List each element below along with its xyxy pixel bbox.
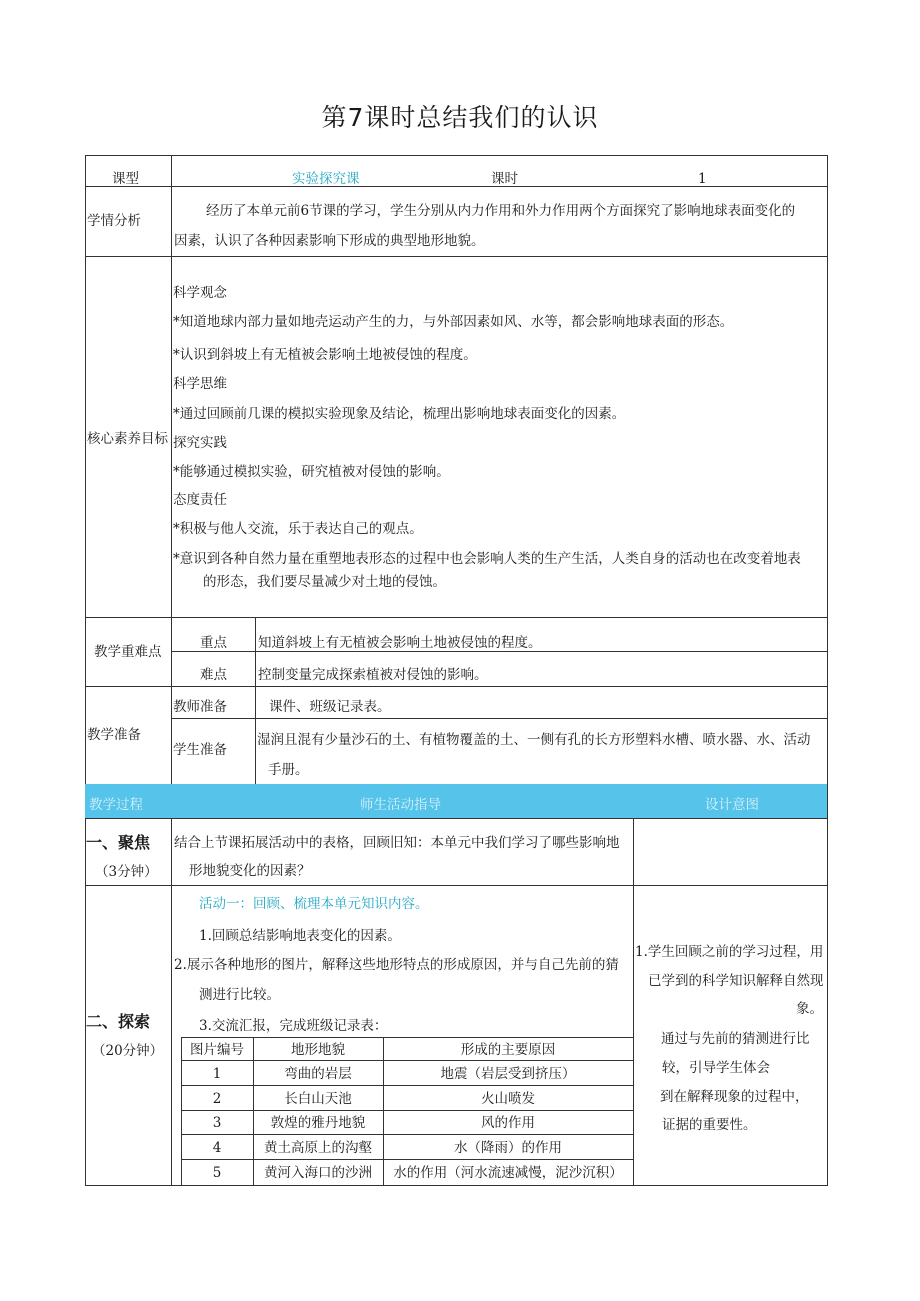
analysis-label: 学情分析: [87, 213, 141, 229]
type-value: 实验探究课: [292, 171, 360, 187]
type-label: 课型: [112, 171, 139, 187]
table-cell: 弯曲的岩层: [284, 1066, 352, 1082]
table-cell: 水（降雨）的作用: [454, 1140, 562, 1156]
core-line-1: *知道地球内部力量如地壳运动产生的力，与外部因素如风、水等，都会影响地球表面的形态。: [173, 314, 734, 330]
process-header-bar: [85, 784, 827, 818]
core-line-4: *能够通过模拟实验，研究植被对侵蚀的影响。: [173, 464, 450, 480]
student-prep-text-b: 手册。: [268, 762, 309, 778]
table-cell: 4: [212, 1140, 222, 1156]
table-cell: 3: [212, 1115, 222, 1131]
analysis-line-1: 经历了本单元前6节课的学习，学生分别从内力作用和外力作用两个方面探究了影响地球表面变化的: [206, 203, 796, 219]
intent-line-b: 已学到的科学知识解释自然现: [648, 973, 824, 989]
header-guidance: 师生活动指导: [360, 797, 441, 813]
table-cell: 黄河入海口的沙洲: [264, 1165, 372, 1181]
prep-label: 教学准备: [87, 727, 141, 743]
core-line-6b: 的形态，我们要尽量减少对土地的侵蚀。: [203, 574, 446, 590]
table-cell: 5: [212, 1165, 222, 1181]
core-line-2: *认识到斜坡上有无植被会影响土地被侵蚀的程度。: [173, 347, 477, 363]
period-value: 1: [698, 171, 707, 187]
student-prep-label: 学生准备: [173, 742, 227, 758]
explore-step-2a: 2.展示各种地形的图片，解释这些地形特点的形成原因，并与自己先前的猜: [174, 957, 619, 973]
focus-title: 一、聚焦: [86, 833, 151, 852]
page-title: 第7课时总结我们的认识: [321, 103, 599, 132]
header-process: 教学过程: [89, 797, 143, 813]
table-header-id: 图片编号: [190, 1042, 244, 1058]
table-cell: 火山喷发: [481, 1091, 535, 1107]
explore-step-3: 3.交流汇报，完成班级记录表：: [199, 1018, 388, 1034]
table-cell: 黄土高原上的沟壑: [264, 1140, 372, 1156]
focus-time: （3分钟）: [95, 864, 158, 880]
intent-line-f: 到在解释现象的过程中，: [660, 1089, 809, 1105]
explore-time: （20分钟）: [92, 1043, 164, 1059]
analysis-line-2: 因素，认识了各种因素影响下形成的典型地形地貌。: [174, 233, 485, 249]
table-cell: 长白山天池: [284, 1091, 352, 1107]
teacher-prep-label: 教师准备: [173, 699, 227, 715]
table-cell: 地震（岩层受到挤压）: [440, 1066, 576, 1082]
intent-line-g: 证据的重要性。: [662, 1117, 757, 1133]
explore-activity: 活动一：回顾、梳理本单元知识内容。: [199, 896, 429, 912]
intent-line-a: 1.学生回顾之前的学习过程，用: [635, 944, 824, 960]
intent-line-c: 象。: [796, 1001, 823, 1017]
key-label: 重点: [200, 635, 227, 651]
header-intent: 设计意图: [705, 797, 759, 813]
table-header-cause: 形成的主要原因: [460, 1042, 556, 1058]
core-line-3: *通过回顾前几课的模拟实验现象及结论，梳理出影响地球表面变化的因素。: [173, 406, 626, 422]
intent-line-e: 较，引导学生体会: [662, 1060, 770, 1076]
core-heading-attitude: 态度责任: [173, 492, 227, 508]
core-line-6a: *意识到各种自然力量在重塑地表形态的过程中也会影响人类的生产生活，人类自身的活动也在改变着地表: [173, 551, 801, 567]
period-label: 课时: [491, 171, 518, 187]
hard-label: 难点: [200, 667, 227, 683]
focus-text-b: 形地貌变化的因素？: [189, 863, 311, 879]
core-heading-practice: 探究实践: [173, 435, 227, 451]
table-cell: 敦煌的雅丹地貌: [270, 1115, 366, 1131]
explore-step-1: 1.回顾总结影响地表变化的因素。: [199, 928, 401, 944]
table-cell: 水的作用（河水流速减慢，泥沙沉积）: [393, 1165, 623, 1181]
student-prep-text-a: 湿润且混有少量沙石的土、有植物覆盖的土、一侧有孔的长方形塑料水槽、喷水器、水、活动: [257, 732, 811, 748]
table-cell: 风的作用: [481, 1115, 535, 1131]
explore-step-2b: 测进行比较。: [199, 987, 280, 1003]
core-heading-thinking: 科学思维: [173, 376, 227, 392]
hard-text: 控制变量完成探索植被对侵蚀的影响。: [258, 667, 488, 683]
core-heading-concept: 科学观念: [173, 285, 227, 301]
intent-line-d: 通过与先前的猜测进行比: [661, 1031, 810, 1047]
table-header-landform: 地形地貌: [291, 1042, 345, 1058]
teacher-prep-text: 课件、班级记录表。: [269, 699, 391, 715]
table-cell: 2: [212, 1091, 222, 1107]
explore-title: 二、探索: [86, 1012, 151, 1031]
keypoints-label: 教学重难点: [94, 644, 162, 660]
focus-text-a: 结合上节课拓展活动中的表格，回顾旧知：本单元中我们学习了哪些影响地: [174, 835, 620, 851]
key-text: 知道斜坡上有无植被会影响土地被侵蚀的程度。: [258, 635, 542, 651]
core-line-5: *积极与他人交流，乐于表达自己的观点。: [173, 521, 423, 537]
table-cell: 1: [212, 1066, 222, 1082]
core-label: 核心素养目标: [87, 431, 168, 447]
